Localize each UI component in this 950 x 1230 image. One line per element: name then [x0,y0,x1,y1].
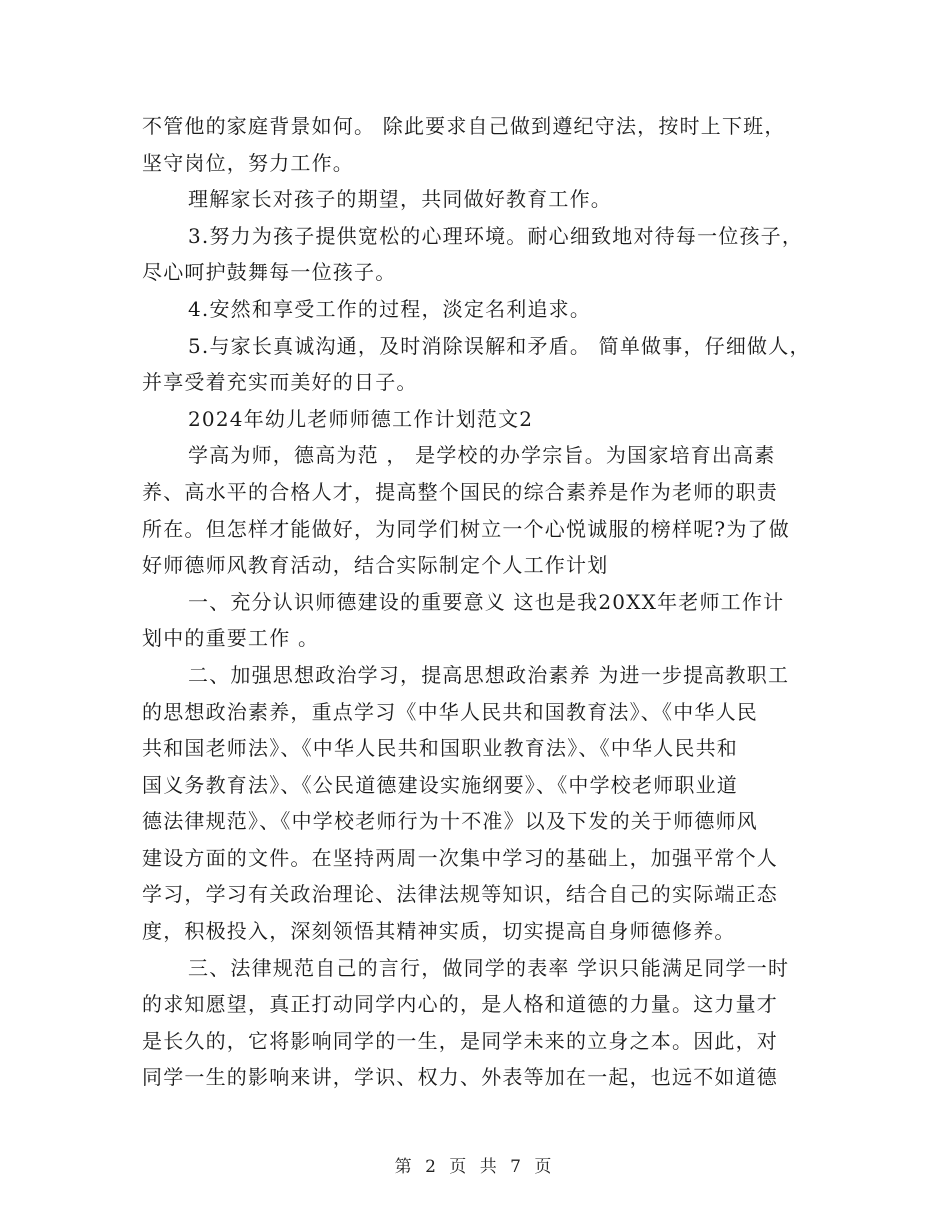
text-line: 学高为师，德高为范 ， 是学校的办学宗旨。为国家培育出高素 [188,443,776,468]
text-line: 建设方面的文件。在坚持两周一次集中学习的基础上，加强平常个人 [142,845,778,870]
text-line: 并享受着充实而美好的日子。 [142,370,418,395]
text-line: 坚守岗位，努力工作。 [142,150,354,175]
text-line: 国义务教育法》、《公民道德建设实施纲要》、《中学校老师职业道 [142,772,738,797]
text-line: 4.安然和享受工作的过程，淡定名利追求。 [188,296,592,321]
text-line: 所在。但怎样才能做好，为同学们树立一个心悦诚服的榜样呢?为了做 [142,516,790,541]
page-number-footer: 第 2 页 共 7 页 [394,1157,556,1177]
text-line: 同学一生的影响来讲，学识、权力、外表等加在一起，也远不如道德 [142,1065,778,1090]
text-line: 的思想政治素养，重点学习《中华人民共和国教育法》、《中华人民 [142,699,758,724]
text-line: 德法律规范》、《中学校老师行为十不准》以及下发的关于师德师风 [142,809,758,834]
text-line: 尽心呵护鼓舞每一位孩子。 [142,260,397,285]
text-line: 3.努力为孩子提供宽松的心理环境。耐心细致地对待每一位孩子， [188,223,804,248]
text-line: 好师德师风教育活动，结合实际制定个人工作计划 [142,553,609,578]
section-heading: 2024年幼儿老师师德工作计划范文2 [188,406,534,431]
text-line: 是长久的，它将影响同学的一生，是同学未来的立身之本。因此，对 [142,1028,778,1053]
text-line: 5.与家长真诚沟通，及时消除误解和矛盾。 简单做事，仔细做人， [188,333,811,358]
text-line: 三、法律规范自己的言行，做同学的表率 学识只能满足同学一时 [188,955,790,980]
text-line: 共和国老师法》、《中华人民共和国职业教育法》、《中华人民共和 [142,736,738,761]
text-line: 度，积极投入，深刻领悟其精神实质，切实提高自身师德修养。 [142,919,736,944]
document-body [142,108,812,1096]
text-line: 养、高水平的合格人才，提高整个国民的综合素养是作为老师的职责 [142,479,778,504]
text-line: 二、加强思想政治学习，提高思想政治素养 为进一步提高教职工 [188,662,790,687]
text-line: 划中的重要工作 。 [142,626,320,651]
text-line: 学习，学习有关政治理论、法律法规等知识，结合自己的实际端正态 [142,882,778,907]
text-line: 理解家长对孩子的期望，共同做好教育工作。 [188,187,612,212]
text-line: 的求知愿望，真正打动同学内心的，是人格和道德的力量。这力量才 [142,992,778,1017]
text-line: 不管他的家庭背景如何。 除此要求自己做到遵纪守法，按时上下班， [142,114,786,138]
text-line: 一、充分认识师德建设的重要意义 这也是我20XX年老师工作计 [188,589,785,614]
